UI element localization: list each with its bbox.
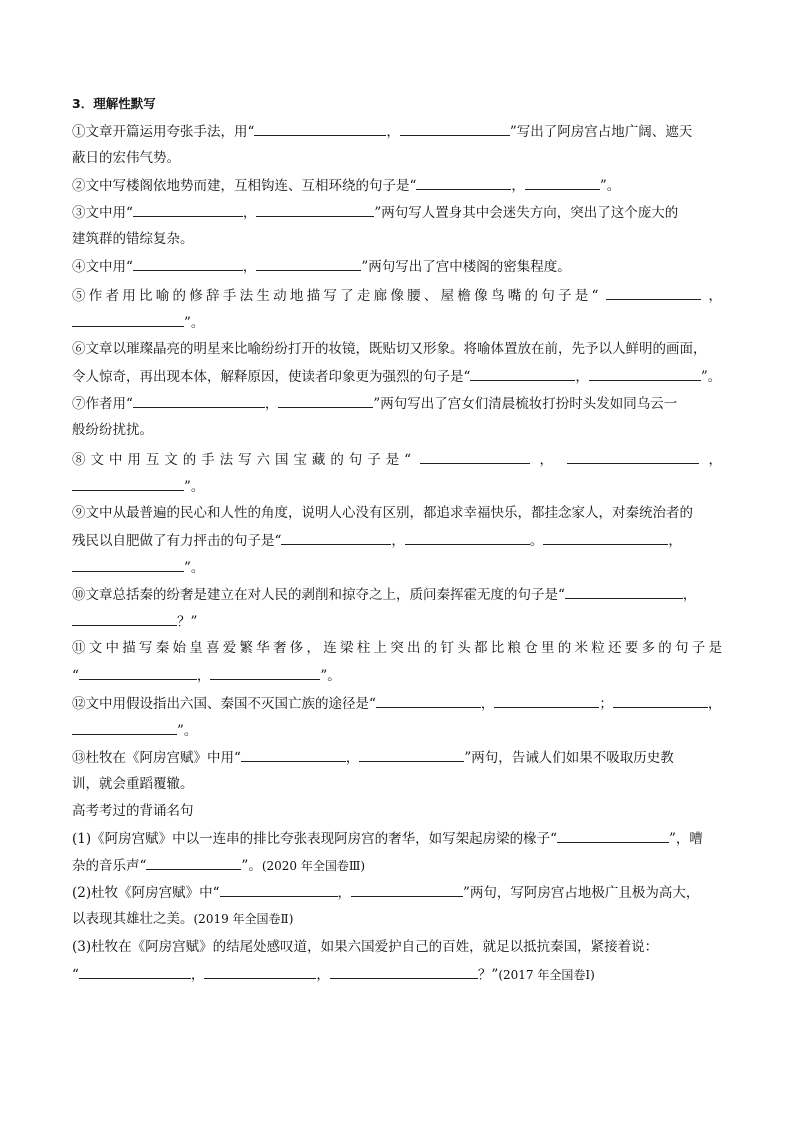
exam-source: (2020 年全国卷Ⅲ) bbox=[261, 859, 366, 873]
question-text: (2)杜牧《阿房宫赋》中“ bbox=[72, 885, 220, 901]
question-text: (3)杜牧在《阿房宫赋》的结尾处感叹道，如果六国爱护自己的百姓，就足以抵抗秦国，紧接着说： bbox=[72, 939, 659, 955]
answer-blank[interactable] bbox=[72, 717, 177, 735]
exam-source: (2017 年全国卷Ⅰ) bbox=[498, 968, 595, 982]
question-text: ⑥文章以璀璨晶亮的明星来比喻纷纷打开的妆镜，既贴切又形象。将喻体置放在前，先予以人鲜明的画面， bbox=[72, 341, 707, 357]
answer-blank[interactable] bbox=[351, 879, 463, 897]
answer-blank[interactable] bbox=[241, 744, 346, 762]
answer-blank[interactable] bbox=[133, 253, 243, 271]
answer-blank[interactable] bbox=[557, 825, 669, 843]
question-text: ⑧文中用互文的手法写六国宝藏的句子是“ bbox=[72, 452, 412, 468]
answer-blank[interactable] bbox=[589, 363, 701, 381]
answer-blank[interactable] bbox=[376, 690, 481, 708]
question-item-10: ⑩文章总括秦的纷奢是建立在对人民的剥削和掠夺之上，质问秦挥霍无度的句子是“ ， ？” bbox=[72, 581, 722, 635]
question-item-11: ⑪文中描写秦始皇喜爱繁华奢侈，连梁柱上突出的钉头都比粮仓里的米粒还要多的句子是 “ ， ”。 bbox=[72, 640, 722, 684]
question-text: ②文中写楼阁依地势而建，互相钩连、互相环绕的句子是“ bbox=[72, 178, 417, 194]
answer-blank[interactable] bbox=[72, 309, 184, 327]
gaokao-question-3: (3)杜牧在《阿房宫赋》的结尾处感叹道，如果六国爱护自己的百姓，就足以抵抗秦国，紧接着说： “ ， ， ？”(2017 年全国卷Ⅰ) bbox=[72, 939, 659, 983]
question-item-2: ②文中写楼阁依地势而建，互相钩连、互相环绕的句子是“ ， ”。 bbox=[72, 172, 722, 199]
question-text: ⑦作者用“ bbox=[72, 396, 133, 412]
question-item-1: ①文章开篇运用夸张手法，用“ ， ”写出了阿房宫占地广阔、遮天 蔽日的宏伟气势。 bbox=[72, 118, 722, 172]
answer-blank[interactable] bbox=[278, 390, 373, 408]
answer-blank[interactable] bbox=[470, 363, 575, 381]
answer-blank[interactable] bbox=[330, 961, 478, 979]
question-text: 残民以自肥做了有力抨击的句子是“ bbox=[72, 533, 282, 549]
answer-blank[interactable] bbox=[220, 879, 338, 897]
answer-blank[interactable] bbox=[72, 473, 184, 491]
answer-blank[interactable] bbox=[400, 118, 510, 136]
question-text: 令人惊奇，再出现本体，解释原因，使读者印象更为强烈的句子是“ bbox=[72, 369, 471, 385]
section-heading: 3．理解性默写 bbox=[72, 96, 156, 111]
answer-blank[interactable] bbox=[525, 172, 600, 190]
question-item-3: ③文中用“ ， ”两句写人置身其中会迷失方向，突出了这个庞大的 建筑群的错综复杂。 bbox=[72, 199, 722, 253]
exam-source: (2019 年全国卷Ⅱ) bbox=[193, 912, 294, 926]
question-item-7: ⑦作者用“ ， ”两句写出了宫女们清晨梳妆打扮时头发如同乌云一 般纷纷扰扰。 bbox=[72, 390, 722, 444]
answer-blank[interactable] bbox=[494, 690, 599, 708]
answer-blank[interactable] bbox=[72, 608, 177, 626]
question-text: 般纷纷扰扰。 bbox=[72, 422, 153, 438]
answer-blank[interactable] bbox=[72, 554, 184, 572]
answer-blank[interactable] bbox=[146, 852, 241, 870]
answer-blank[interactable] bbox=[613, 690, 708, 708]
answer-blank[interactable] bbox=[420, 446, 530, 464]
question-text: ④文中用“ bbox=[72, 259, 133, 275]
answer-blank[interactable] bbox=[281, 527, 391, 545]
question-text: ⑬杜牧在《阿房宫赋》中用“ bbox=[72, 750, 241, 766]
gaokao-question-1: (1)《阿房宫赋》中以一连串的排比夸张表现阿房宫的奢华，如写架起房梁的椽子“ ”，嘈 杂的音乐声“ ”。(2020 年全国卷Ⅲ) bbox=[72, 825, 722, 879]
answer-blank[interactable] bbox=[565, 581, 683, 599]
answer-blank[interactable] bbox=[543, 527, 668, 545]
question-item-8: ⑧文中用互文的手法写六国宝藏的句子是“ ， ， ”。 bbox=[72, 446, 722, 500]
question-text: (1)《阿房宫赋》中以一连串的排比夸张表现阿房宫的奢华，如写架起房梁的椽子“ bbox=[72, 831, 558, 847]
answer-blank[interactable] bbox=[79, 961, 191, 979]
answer-blank[interactable] bbox=[254, 118, 386, 136]
question-text: 建筑群的错综复杂。 bbox=[72, 231, 194, 247]
answer-blank[interactable] bbox=[567, 446, 699, 464]
question-item-13: ⑬杜牧在《阿房宫赋》中用“ ， ”两句，告诫人们如果不吸取历史教 训，就会重蹈覆辙。 bbox=[72, 744, 722, 798]
question-item-12: ⑫文中用假设指出六国、秦国不灭国亡族的途径是“ ， ； ， ”。 bbox=[72, 690, 722, 744]
question-text: ①文章开篇运用夸张手法，用“ bbox=[72, 124, 255, 140]
question-text: 训，就会重蹈覆辙。 bbox=[72, 776, 194, 792]
question-text: ③文中用“ bbox=[72, 205, 133, 221]
answer-blank[interactable] bbox=[256, 253, 361, 271]
question-item-6: ⑥文章以璀璨晶亮的明星来比喻纷纷打开的妆镜，既贴切又形象。将喻体置放在前，先予以人鲜明的画面， 令人惊奇，再出现本体，解释原因，使读者印象更为强烈的句子是“ ， ”。 bbox=[72, 341, 722, 385]
question-text: ⑩文章总括秦的纷奢是建立在对人民的剥削和掠夺之上，质问秦挥霍无度的句子是“ bbox=[72, 587, 565, 603]
question-text: ⑨文中从最普遍的民心和人性的角度，说明人心没有区别，都追求幸福快乐，都挂念家人，对秦统治者的 bbox=[72, 505, 693, 521]
answer-blank[interactable] bbox=[133, 390, 265, 408]
answer-blank[interactable] bbox=[133, 199, 243, 217]
question-text: ⑤作者用比喻的修辞手法生动地描写了走廊像腰、屋檐像鸟嘴的句子是“ bbox=[72, 288, 599, 304]
gaokao-question-2: (2)杜牧《阿房宫赋》中“ ， ”两句，写阿房宫占地极广且极为高大， 以表现其雄壮之美。(2019 年全国卷Ⅱ) bbox=[72, 879, 722, 933]
answer-blank[interactable] bbox=[405, 527, 530, 545]
answer-blank[interactable] bbox=[204, 961, 316, 979]
question-item-5: ⑤作者用比喻的修辞手法生动地描写了走廊像腰、屋檐像鸟嘴的句子是“ ， ”。 bbox=[72, 282, 722, 336]
gaokao-section-title: 高考考过的背诵名句 bbox=[72, 803, 194, 819]
question-text: ⑫文中用假设指出六国、秦国不灭国亡族的途径是“ bbox=[72, 696, 376, 712]
answer-blank[interactable] bbox=[606, 282, 701, 300]
answer-blank[interactable] bbox=[210, 662, 320, 680]
answer-blank[interactable] bbox=[256, 199, 374, 217]
question-item-9: ⑨文中从最普遍的民心和人性的角度，说明人心没有区别，都追求幸福快乐，都挂念家人，对秦统治者的 残民以自肥做了有力抨击的句子是“ ， 。 ， ”。 bbox=[72, 505, 693, 576]
question-text: ⑪文中描写秦始皇喜爱繁华奢侈，连梁柱上突出的钉头都比粮仓里的米粒还要多的句子是 bbox=[72, 640, 722, 656]
question-text: 蔽日的宏伟气势。 bbox=[72, 150, 180, 166]
answer-blank[interactable] bbox=[416, 172, 511, 190]
answer-blank[interactable] bbox=[359, 744, 464, 762]
question-item-4: ④文中用“ ， ”两句写出了宫中楼阁的密集程度。 bbox=[72, 253, 722, 280]
answer-blank[interactable] bbox=[79, 662, 197, 680]
